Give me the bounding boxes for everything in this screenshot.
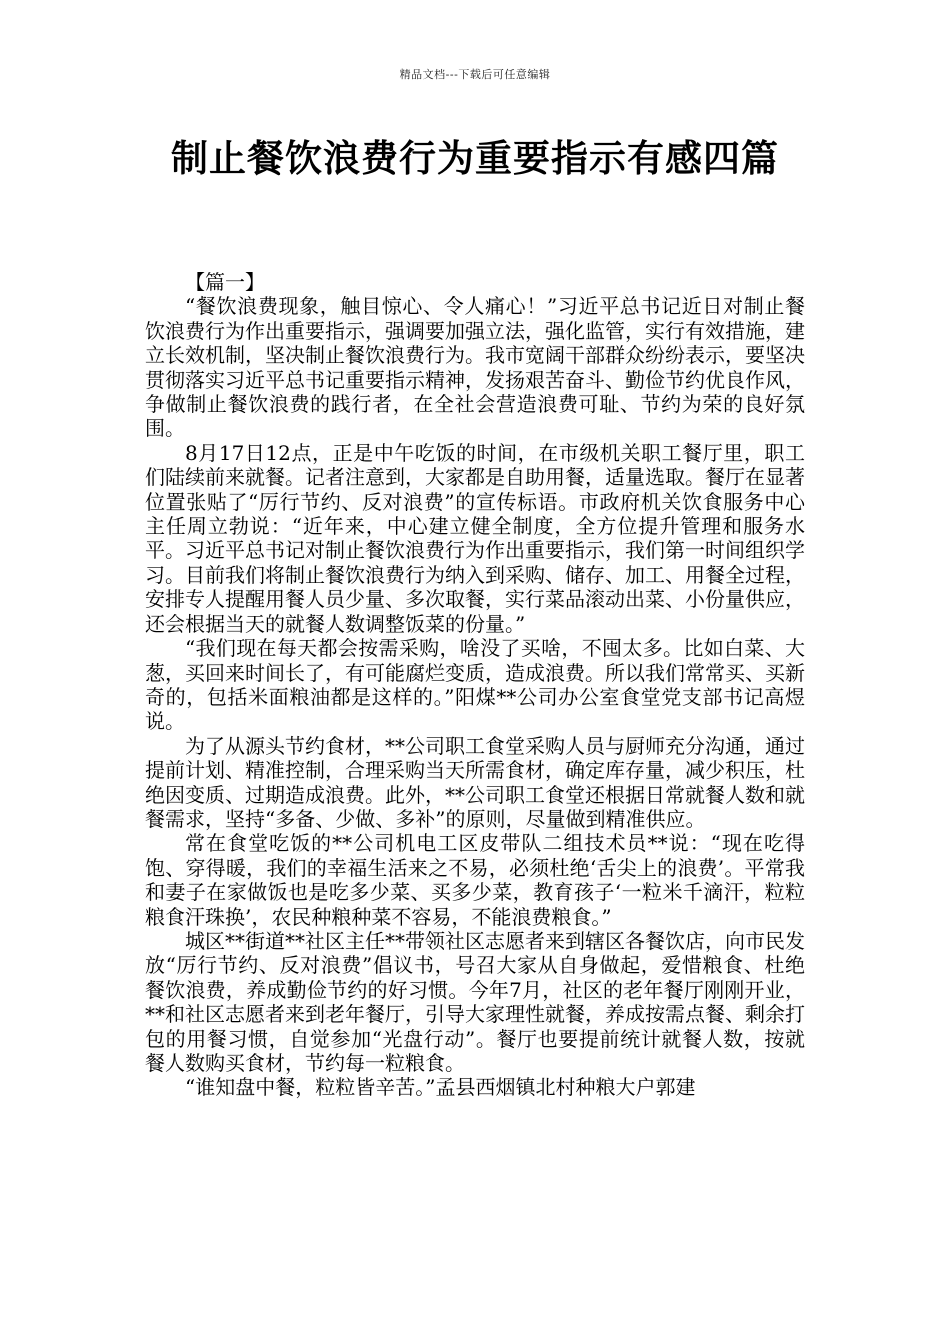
paragraph: 为了从源头节约食材，**公司职工食堂采购人员与厨师充分沟通，通过提前计划、精准控制，合理采购当天所需食材，确定库存量，减少积压，杜绝因变质、过期造成浪费。此外，**公司职工食堂还根据日常就餐人数和就餐需求，坚持“多备、少做、多补”的原则，尽量做到精准供应。 bbox=[145, 733, 805, 831]
paragraph: “我们现在每天都会按需采购，啥没了买啥，不囤太多。比如白菜、大葱，买回来时间长了，有可能腐烂变质，造成浪费。所以我们常常买、买新奇的，包括米面粮油都是这样的。”阳煤**公司办公室食堂党支部书记高煜说。 bbox=[145, 636, 805, 734]
paragraph: “谁知盘中餐，粒粒皆辛苦。”孟县西烟镇北村种粮大户郭建 bbox=[185, 1075, 696, 1100]
paragraph: 城区**街道**社区主任**带领社区志愿者来到辖区各餐饮店，向市民发放“厉行节约、反对浪费”倡议书，号召大家从自身做起，爱惜粮食、杜绝餐饮浪费，养成勤俭节约的好习惯。今年7月，社区的老年餐厅刚刚开业，**和社区志愿者来到老年餐厅，引导大家理性就餐，养成按需点餐、剩余打包的用餐习惯，自觉参加“光盘行动”。餐厅也要提前统计就餐人数，按就餐人数购买食材，节约每一粒粮食。 bbox=[145, 928, 805, 1075]
header-note: 精品文档---下载后可任意编辑 bbox=[399, 68, 551, 81]
paragraph: “餐饮浪费现象，触目惊心、令人痛心！”习近平总书记近日对制止餐饮浪费行为作出重要指示，强调要加强立法，强化监管，实行有效措施，建立长效机制，坚决制止餐饮浪费行为。我市宽阔干部群众纷纷表示，要坚决贯彻落实习近平总书记重要指示精神，发扬艰苦奋斗、勤俭节约优良作风，争做制止餐饮浪费的践行者，在全社会营造浪费可耻、节约为荣的良好氛围。 bbox=[145, 294, 805, 441]
paragraph: 8月17日12点，正是中午吃饭的时间，在市级机关职工餐厅里，职工们陆续前来就餐。记者注意到，大家都是自助用餐，适量选取。餐厅在显著位置张贴了“厉行节约、反对浪费”的宣传标语。市政府机关饮食服务中心主任周立勃说：“近年来，中心建立健全制度，全方位提升管理和服务水平。习近平总书记对制止餐饮浪费行为作出重要指示，我们第一时间组织学习。目前我们将制止餐饮浪费行为纳入到采购、储存、加工、用餐全过程，安排专人提醒用餐人员少量、多次取餐，实行菜品滚动出菜、小份量供应，还会根据当天的就餐人数调整饭菜的份量。” bbox=[145, 440, 805, 636]
section-label: 【篇一】 bbox=[185, 270, 265, 294]
document-body bbox=[145, 270, 805, 1100]
document-title: 制止餐饮浪费行为重要指示有感四篇 bbox=[171, 137, 779, 180]
paragraph: 常在食堂吃饭的**公司机电工区皮带队二组技术员**说：“现在吃得饱、穿得暖，我们的幸福生活来之不易，必须杜绝‘舌尖上的浪费’。平常我和妻子在家做饭也是吃多少菜、买多少菜，教育孩子‘一粒米千滴汗，粒粒粮食汗珠换’，农民种粮种菜不容易，不能浪费粮食。” bbox=[145, 831, 805, 929]
